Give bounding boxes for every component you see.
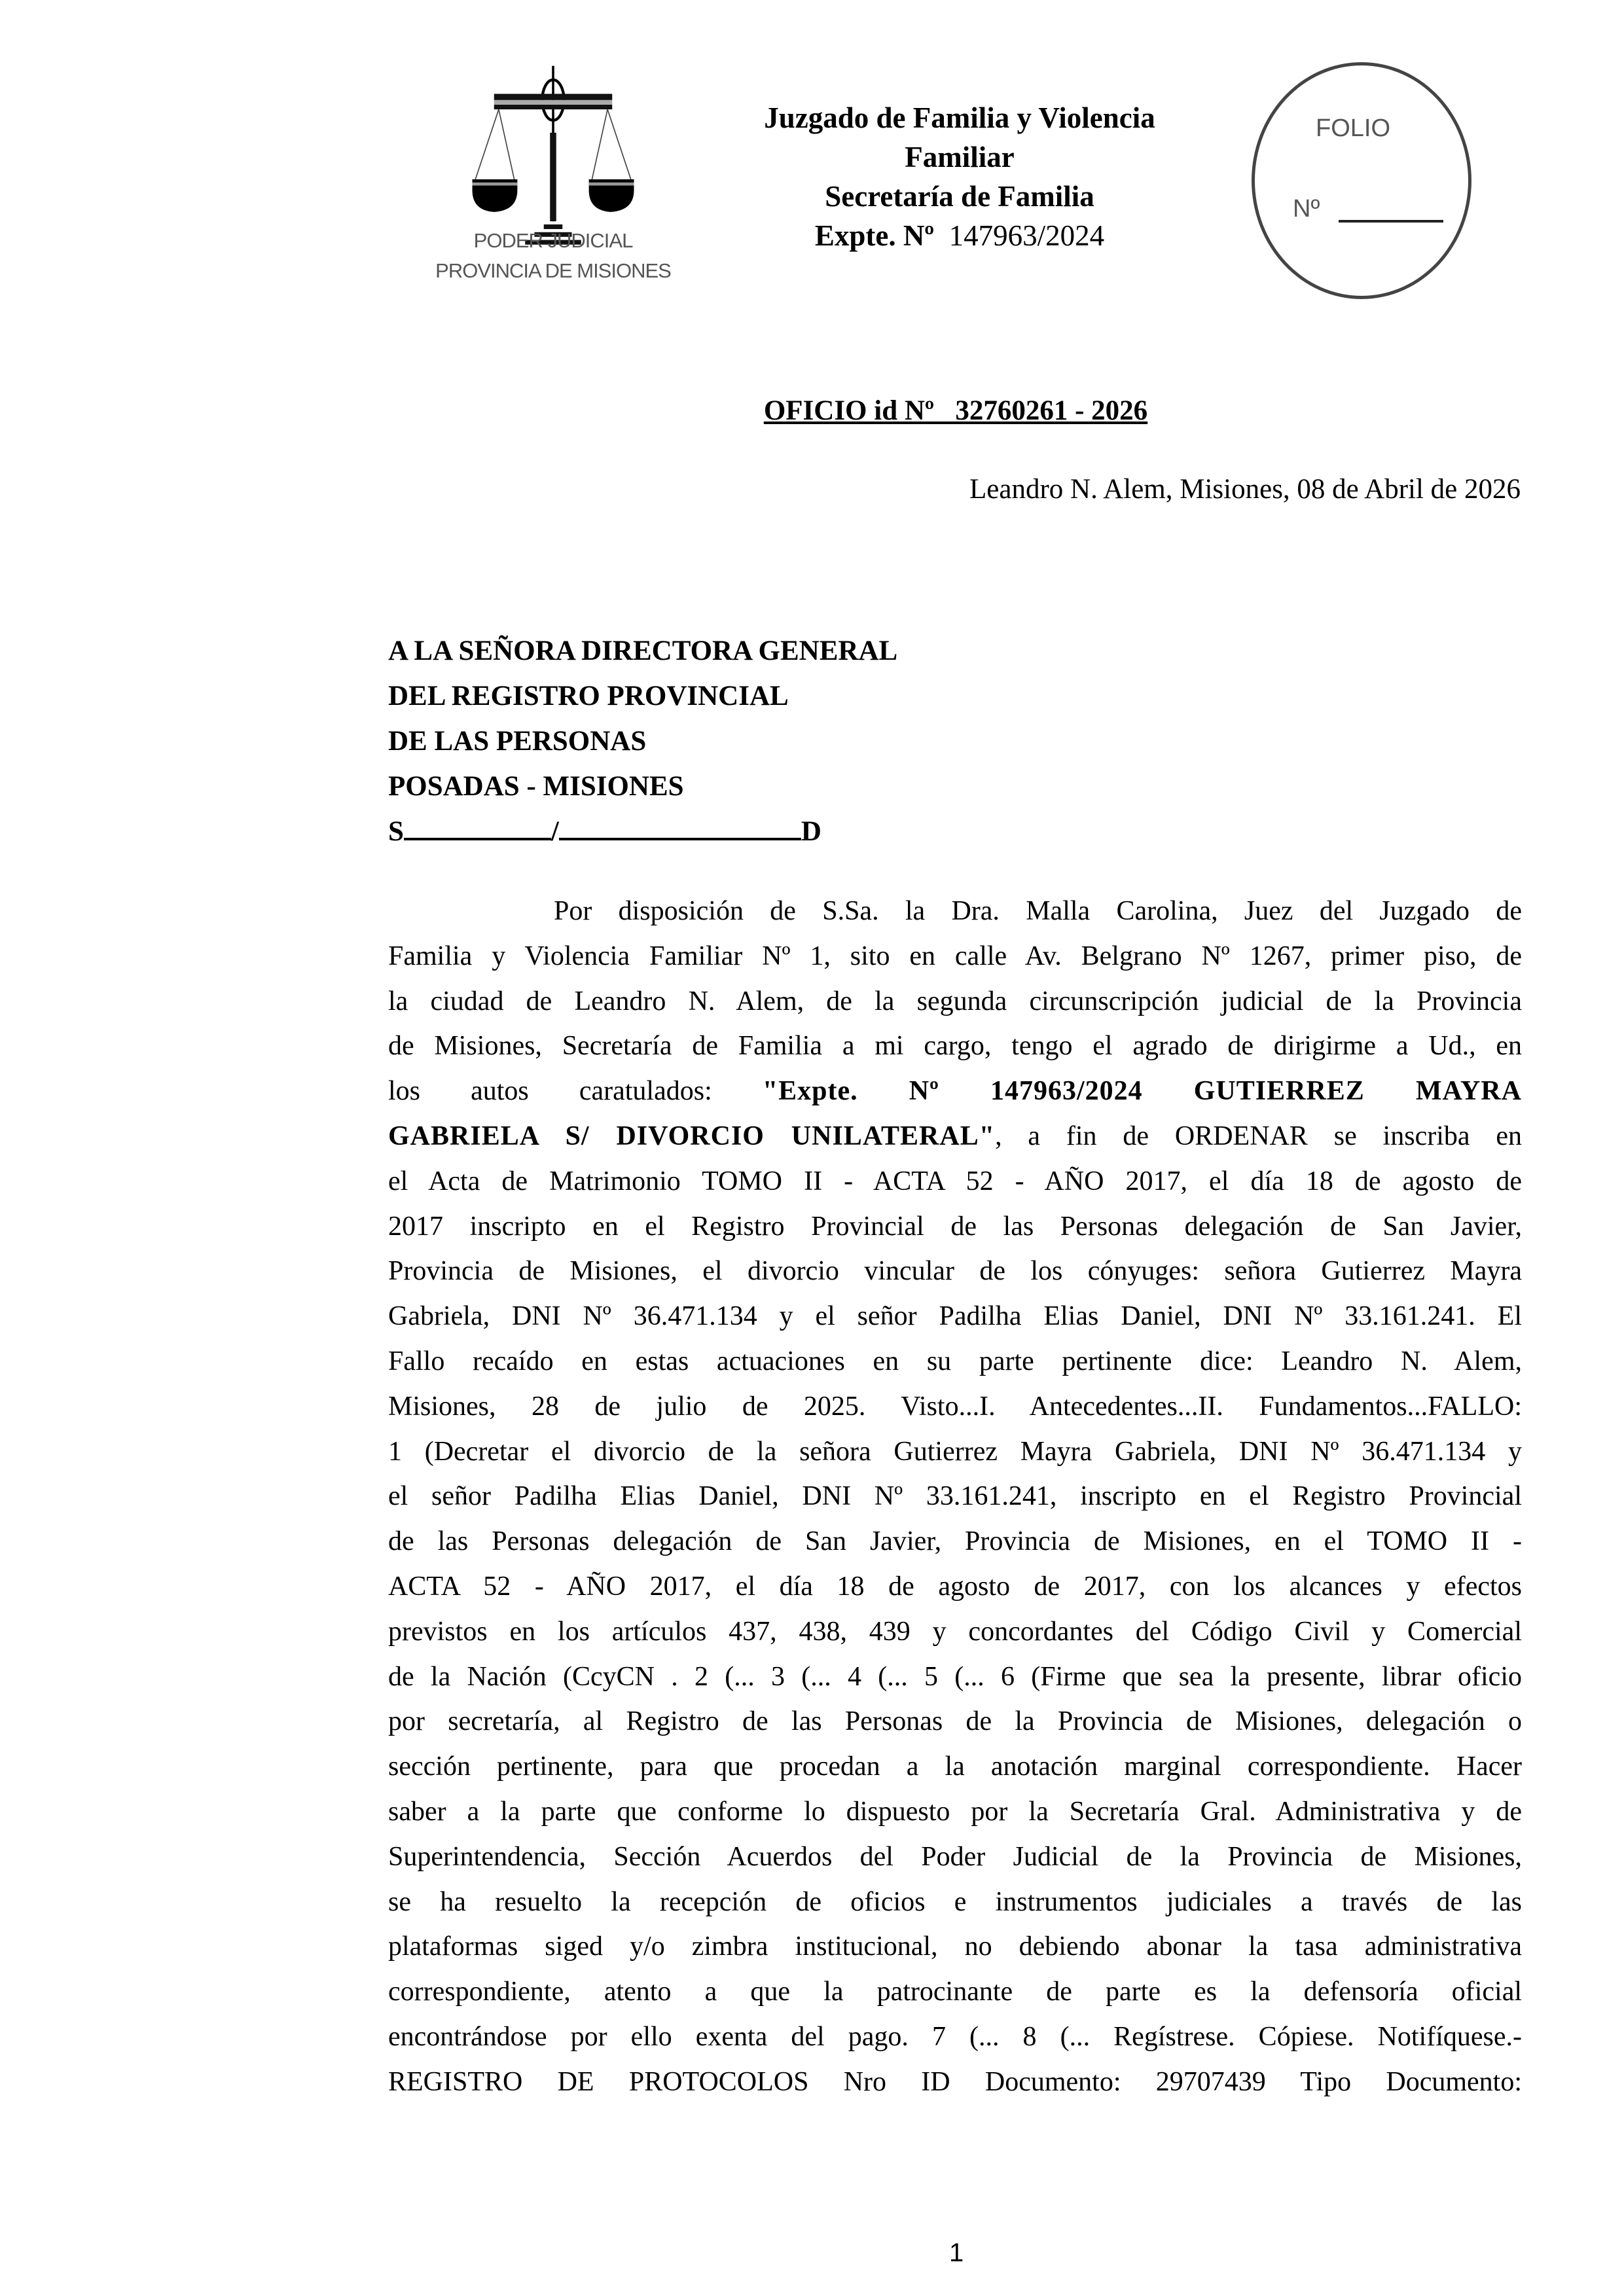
body-line: sección pertinente, para que procedan a la anotación marginal correspondiente. Hacer [388, 1751, 1522, 1782]
body-line: Familia y Violencia Familiar Nº 1, sito en calle Av. Belgrano Nº 1267, primer piso, de [388, 941, 1522, 971]
body-line: ACTA 52 - AÑO 2017, el día 18 de agosto de 2017, con los alcances y efectos [388, 1571, 1522, 1602]
body-line: Gabriela, DNI Nº 36.471.134 y el señor Padilha Elias Daniel, DNI Nº 33.161.241. El [388, 1301, 1522, 1332]
case-title: "Expte. Nº 147963/2024 GUTIERREZ MAYRA [762, 1076, 1523, 1107]
addressee-block [388, 628, 897, 854]
body-line: correspondiente, atento a que la patrocinante de parte es la defensoría oficial [388, 1977, 1522, 2007]
body-line: previstos en los artículos 437, 438, 439 y concordantes del Código Civil y Comercial [388, 1616, 1522, 1647]
folio-label: FOLIO [1316, 115, 1391, 142]
oficio-title: OFICIO id Nº 32760261 - 2026 [763, 395, 1148, 426]
secretary-name: Secretaría de Familia [825, 180, 1094, 213]
logo-line-1: PODER JUDICIAL [473, 229, 633, 252]
body-line: Fallo recaído en estas actuaciones en su parte pertinente dice: Leandro N. Alem, [388, 1346, 1522, 1376]
expte-line [698, 216, 1221, 255]
case-title: GABRIELA S/ DIVORCIO UNILATERAL" [388, 1121, 996, 1151]
body-line: 2017 inscripto en el Registro Provincial de las Personas delegación de San Javier, [388, 1211, 1522, 1242]
logo-caption [403, 226, 704, 286]
body-line: el Acta de Matrimonio TOMO II - ACTA 52 - AÑO 2017, el día 18 de agosto de [388, 1166, 1522, 1196]
body-line: por secretaría, al Registro de las Personas de la Provincia de Misiones, delegación o [388, 1706, 1522, 1737]
body-line: plataformas siged y/o zimbra institucional, no debiendo abonar la tasa administrativa [388, 1931, 1522, 1962]
body-line: el señor Padilha Elias Daniel, DNI Nº 33.161.241, inscripto en el Registro Provincial [388, 1481, 1522, 1512]
logo-line-2: PROVINCIA DE MISIONES [435, 259, 671, 282]
body-line [388, 1069, 1522, 1114]
body-line: de Misiones, Secretaría de Familia a mi cargo, tengo el agrado de dirigirme a Ud., en [388, 1031, 1522, 1062]
body-line: Misiones, 28 de julio de 2025. Visto...I. Antecedentes...II. Fundamentos...FALLO: [388, 1391, 1522, 1422]
court-name-line-1: Juzgado de Familia y Violencia [764, 101, 1155, 134]
body-line: 1 (Decretar el divorcio de la señora Gutierrez Mayra Gabriela, DNI Nº 36.471.134 y [388, 1436, 1522, 1467]
body-line: encontrándose por ello exenta del pago. 7 (... 8 (... Regístrese. Cópiese. Notifíquese.- [388, 2021, 1522, 2052]
body-line: Por disposición de S.Sa. la Dra. Malla Carolina, Juez del Juzgado de [554, 896, 1522, 926]
body-line: Superintendencia, Sección Acuerdos del Poder Judicial de la Provincia de Misiones, [388, 1841, 1522, 1872]
body-line: de la Nación (CcyCN . 2 (... 3 (... 4 (... 5 (... 6 (Firme que sea la presente, librar oficio [388, 1661, 1522, 1692]
body-line: Provincia de Misiones, el divorcio vincular de los cónyuges: señora Gutierrez Mayra [388, 1256, 1522, 1287]
body-line: la ciudad de Leandro N. Alem, de la segunda circunscripción judicial de la Provincia [388, 986, 1522, 1016]
sd-d: D [801, 816, 821, 847]
folio-number-label: Nº [1293, 195, 1320, 223]
folio-stamp [1252, 62, 1471, 299]
court-header [698, 98, 1221, 255]
body-text: los autos caratulados: [388, 1076, 763, 1107]
body-line: saber a la parte que conforme lo dispuesto por la Secretaría Gral. Administrativa y de [388, 1796, 1522, 1827]
body-line [388, 1114, 1522, 1159]
addressee-line: POSADAS - MISIONES [388, 771, 684, 802]
addressee-line: DE LAS PERSONAS [388, 726, 647, 757]
body-line: REGISTRO DE PROTOCOLOS Nro ID Documento: 29707439 Tipo Documento: [388, 2066, 1522, 2097]
body-line: de las Personas delegación de San Javier, Provincia de Misiones, en el TOMO II - [388, 1526, 1522, 1557]
court-name-line-2: Familiar [905, 141, 1015, 173]
expte-number: 147963/2024 [948, 219, 1105, 252]
addressee-line: DEL REGISTRO PROVINCIAL [388, 681, 789, 711]
sd-blank [559, 813, 801, 840]
body-paragraph [388, 889, 1522, 2105]
folio-number-blank [1339, 220, 1443, 223]
page-number: 1 [949, 2238, 964, 2267]
sd-s: S [388, 816, 404, 847]
addressee-line: A LA SEÑORA DIRECTORA GENERAL [388, 636, 898, 666]
expte-label: Expte. Nº [814, 219, 935, 252]
sd-line [388, 809, 897, 854]
date-line: Leandro N. Alem, Misiones, 08 de Abril de 2026 [969, 474, 1521, 505]
body-line: se ha resuelto la recepción de oficios e instrumentos judiciales a través de las [388, 1886, 1522, 1917]
sd-blank [404, 813, 551, 840]
body-text: , a fin de ORDENAR se inscriba en [995, 1121, 1522, 1151]
sd-slash: / [550, 816, 559, 847]
